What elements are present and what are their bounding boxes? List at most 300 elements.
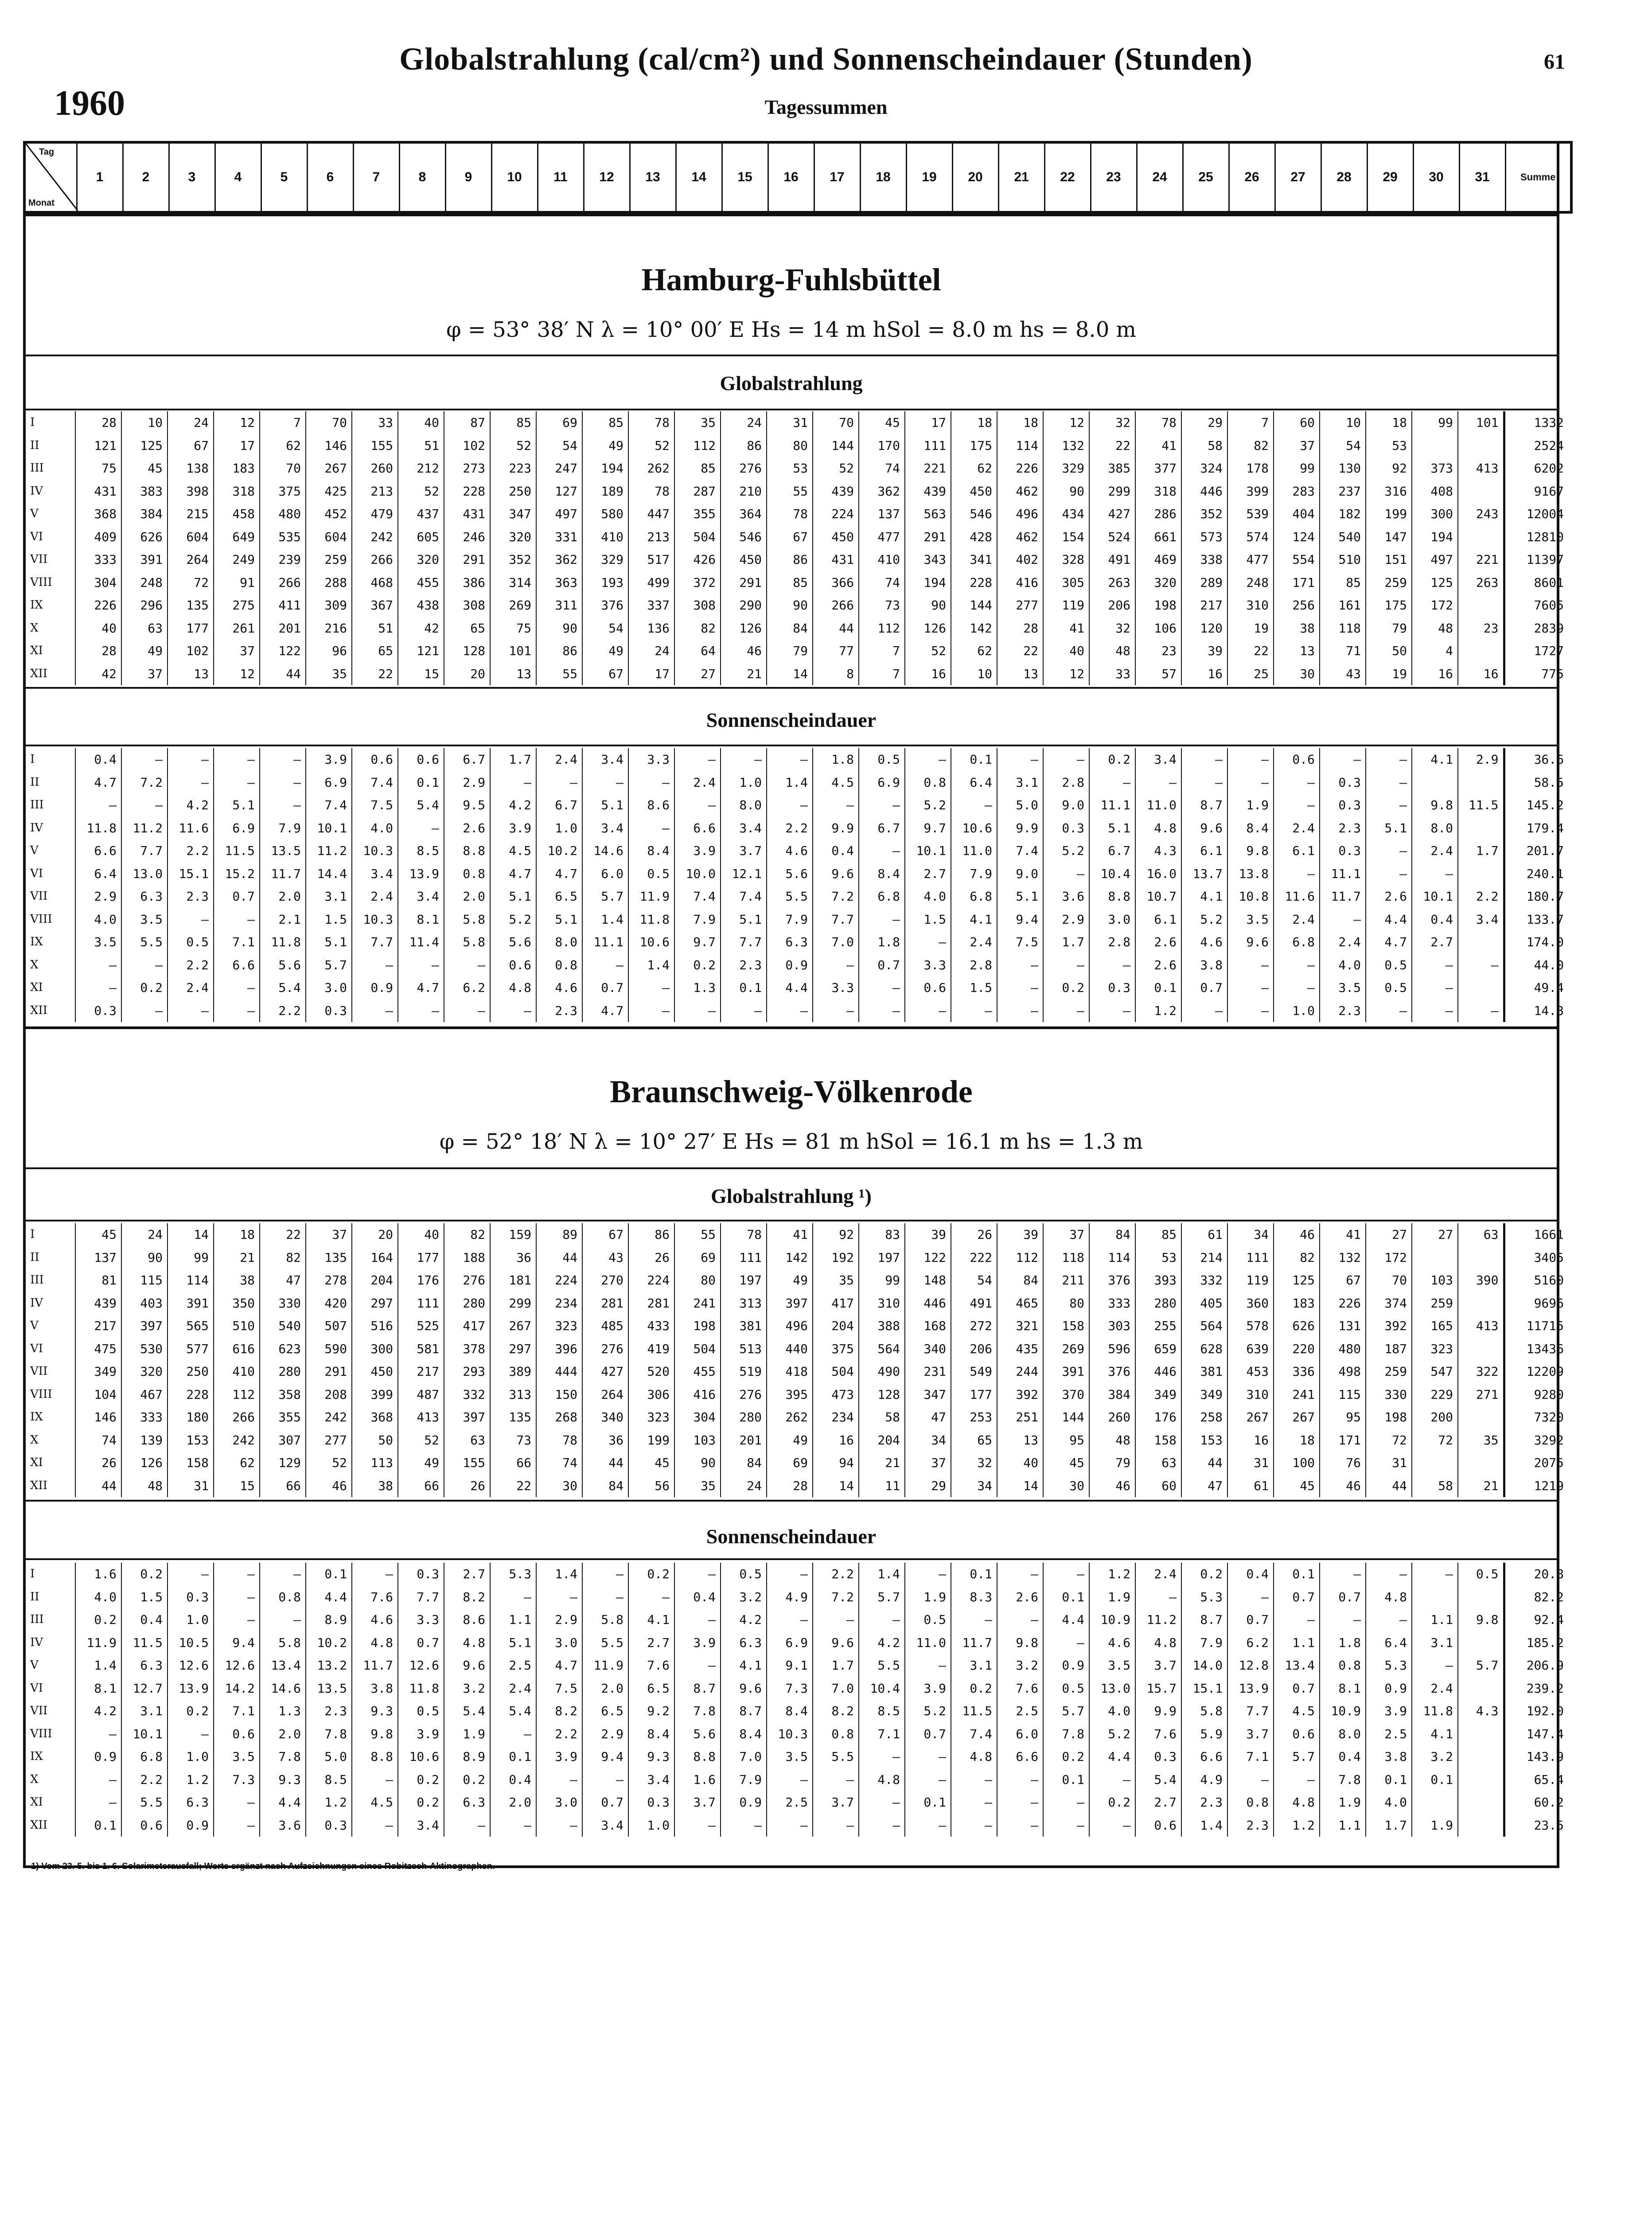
table-cell: 12.6	[398, 1654, 444, 1677]
table-cell: 3.2	[1412, 1745, 1458, 1768]
table-cell: 7.2	[813, 1586, 859, 1609]
table-cell: 217	[1181, 594, 1227, 617]
table-cell: 118	[1320, 617, 1366, 640]
table-cell: 14	[813, 1475, 859, 1498]
table-cell: 4.8	[444, 1631, 490, 1654]
table-cell: –	[1366, 748, 1412, 771]
table-row	[26, 548, 1570, 571]
table-cell: 368	[75, 503, 121, 526]
table-cell: 41	[1135, 434, 1181, 457]
table-cell: 74	[859, 571, 905, 594]
table-cell: 7.9	[260, 817, 306, 840]
day-header: 10	[491, 142, 538, 212]
table-cell: 220	[1274, 1338, 1320, 1361]
table-cell: 31	[1227, 1451, 1274, 1475]
table-cell: 0.2	[1181, 1563, 1227, 1586]
sum-cell: 239.2	[1504, 1677, 1570, 1700]
table-cell: –	[1412, 999, 1458, 1022]
table-cell: 0.8	[536, 954, 582, 977]
table-cell: 28	[75, 640, 121, 663]
table-cell: 375	[813, 1338, 859, 1361]
table-cell: 231	[905, 1360, 951, 1383]
table-cell: 194	[905, 571, 951, 594]
day-header: 5	[261, 142, 307, 212]
table-cell: 4.8	[352, 1631, 398, 1654]
table-row	[26, 1383, 1570, 1406]
section-title: Globalstrahlung	[720, 372, 863, 394]
table-cell: 283	[1274, 480, 1320, 503]
table-cell: 67	[582, 1223, 628, 1246]
table-cell: 5.7	[1043, 1700, 1089, 1723]
day-header: 9	[445, 142, 491, 212]
table-cell: 8.4	[721, 1723, 767, 1746]
table-cell: 1.8	[813, 748, 859, 771]
table-cell: 8.1	[398, 908, 444, 931]
table-cell: 4.2	[859, 1631, 905, 1654]
month-label: X	[30, 1772, 39, 1786]
table-cell: 0.9	[721, 1791, 767, 1814]
table-cell: 6.8	[121, 1745, 168, 1768]
table-cell: 358	[260, 1383, 306, 1406]
table-cell: 0.5	[721, 1563, 767, 1586]
table-cell: 3.1	[121, 1700, 168, 1723]
table-cell: 467	[121, 1383, 168, 1406]
table-cell: 450	[352, 1360, 398, 1383]
table-cell: –	[859, 1791, 905, 1814]
table-cell: 0.4	[813, 839, 859, 862]
table-cell: 8.0	[1412, 817, 1458, 840]
table-cell: 428	[951, 526, 997, 549]
table-cell: 410	[859, 548, 905, 571]
table-cell: 507	[306, 1315, 352, 1338]
table-cell: –	[214, 771, 260, 794]
table-cell: –	[997, 1791, 1043, 1814]
table-cell: 7.5	[536, 1677, 582, 1700]
table-cell: 1.1	[1320, 1814, 1366, 1837]
table-cell: 30	[1274, 663, 1320, 686]
month-label: VII	[30, 1365, 48, 1378]
table-cell: 2.7	[444, 1563, 490, 1586]
table-cell: 11.6	[168, 817, 214, 840]
table-cell: 0.5	[1366, 976, 1412, 999]
month-label: IX	[30, 935, 43, 948]
table-cell: 13.9	[1227, 1677, 1274, 1700]
sum-cell: 60.2	[1504, 1791, 1570, 1814]
table-cell: 465	[997, 1292, 1043, 1315]
table-cell: 1.7	[1366, 1814, 1412, 1837]
table-cell: 9.5	[444, 794, 490, 817]
table-cell: 5.1	[536, 908, 582, 931]
table-row	[26, 1654, 1570, 1677]
table-cell: –	[1412, 976, 1458, 999]
table-cell: 217	[75, 1315, 121, 1338]
table-row	[26, 1269, 1570, 1292]
table-cell: 0.2	[1089, 1791, 1135, 1814]
table-cell: 85	[582, 411, 628, 434]
table-cell: 95	[1043, 1429, 1089, 1452]
table-cell: 7.6	[628, 1654, 674, 1677]
table-cell: 31	[767, 411, 813, 434]
sum-cell: 174.0	[1504, 931, 1570, 954]
table-cell: 388	[859, 1315, 905, 1338]
table-cell: 1.2	[306, 1791, 352, 1814]
table-cell: 164	[352, 1246, 398, 1269]
table-cell: 5.7	[1458, 1654, 1504, 1677]
table-row	[26, 411, 1570, 434]
table-cell: 1.3	[674, 976, 721, 999]
table-cell: 452	[306, 503, 352, 526]
table-cell: 223	[490, 457, 536, 480]
table-row	[26, 434, 1570, 457]
table-cell: 119	[1227, 1269, 1274, 1292]
table-cell: 5.1	[582, 794, 628, 817]
table-cell: 8.0	[536, 931, 582, 954]
table-cell: –	[168, 908, 214, 931]
corner-label-tag: Tag	[39, 147, 55, 157]
table-cell: 497	[1412, 548, 1458, 571]
table-cell: 40	[997, 1451, 1043, 1475]
table-cell: 129	[260, 1451, 306, 1475]
month-label: III	[30, 798, 44, 811]
table-cell: 84	[721, 1451, 767, 1475]
table-cell: 324	[1181, 457, 1227, 480]
table-cell: 28	[75, 411, 121, 434]
table-cell: 12.1	[721, 862, 767, 886]
table-cell: 391	[168, 1292, 214, 1315]
table-cell: 513	[721, 1338, 767, 1361]
table-cell: 363	[536, 571, 582, 594]
table-cell: 0.1	[951, 1563, 997, 1586]
table-cell: 90	[536, 617, 582, 640]
table-cell: 3.8	[352, 1677, 398, 1700]
table-cell: 10.6	[951, 817, 997, 840]
table-cell: 6.9	[306, 771, 352, 794]
table-cell: 289	[1181, 571, 1227, 594]
table-cell: –	[490, 771, 536, 794]
section-title: Sonnenscheindauer	[706, 1525, 877, 1548]
table-cell: 0.3	[1320, 771, 1366, 794]
table-cell: 4.7	[490, 862, 536, 886]
table-cell: 44	[1181, 1451, 1227, 1475]
table-cell: 5.7	[1274, 1745, 1320, 1768]
table-cell: –	[490, 1814, 536, 1837]
table-cell: 321	[997, 1315, 1043, 1338]
table-cell: 299	[490, 1292, 536, 1315]
table-cell: 18	[997, 411, 1043, 434]
table-cell: 320	[121, 1360, 168, 1383]
sum-cell: 143.9	[1504, 1745, 1570, 1768]
table-cell: 281	[628, 1292, 674, 1315]
table-cell: 490	[859, 1360, 905, 1383]
table-cell: 7.1	[859, 1723, 905, 1746]
table-cell: 7.0	[721, 1745, 767, 1768]
day-header: 16	[768, 142, 814, 212]
table-cell: 37	[306, 1223, 352, 1246]
table-cell: –	[905, 1745, 951, 1768]
table-cell: 504	[813, 1360, 859, 1383]
table-row	[26, 1631, 1570, 1654]
table-cell: 47	[1181, 1475, 1227, 1498]
table-row	[26, 571, 1570, 594]
table-cell: 46	[1274, 1223, 1320, 1246]
table-cell: 1.2	[1135, 999, 1181, 1022]
table-cell: 291	[905, 526, 951, 549]
table-cell: 496	[997, 503, 1043, 526]
table-cell: 40	[75, 617, 121, 640]
table-cell: 6.5	[582, 1700, 628, 1723]
table-cell: 199	[1366, 503, 1412, 526]
table-cell: –	[260, 748, 306, 771]
sum-cell: 82.2	[1504, 1586, 1570, 1609]
table-cell: 13.7	[1181, 862, 1227, 886]
table-cell: 90	[905, 594, 951, 617]
table-cell: 4.7	[1366, 931, 1412, 954]
table-cell: 1.8	[1320, 1631, 1366, 1654]
table-cell: 264	[168, 548, 214, 571]
table-cell: –	[628, 999, 674, 1022]
table-cell: 5.1	[1366, 817, 1412, 840]
table-cell: 229	[1412, 1383, 1458, 1406]
month-label: IV	[30, 1296, 43, 1310]
table-cell: 8.8	[1089, 885, 1135, 908]
table-cell: 172	[1412, 594, 1458, 617]
table-cell: 1.7	[1458, 839, 1504, 862]
month-label: III	[30, 461, 44, 475]
table-cell: 90	[1043, 480, 1089, 503]
table-cell: 3.0	[536, 1631, 582, 1654]
table-cell: 410	[582, 526, 628, 549]
table-cell: 155	[444, 1451, 490, 1475]
table-cell: 439	[75, 1292, 121, 1315]
table-cell: 9.4	[582, 1745, 628, 1768]
table-cell: –	[1227, 999, 1274, 1022]
table-cell	[1458, 1745, 1504, 1768]
table-cell	[1458, 1338, 1504, 1361]
table-cell: 48	[121, 1475, 168, 1498]
table-cell: 0.6	[352, 748, 398, 771]
table-cell: –	[1227, 1768, 1274, 1791]
table-cell: 384	[121, 503, 168, 526]
table-cell: 1.5	[306, 908, 352, 931]
table-cell: 45	[75, 1223, 121, 1246]
table-cell: 0.7	[398, 1631, 444, 1654]
table-cell: 5.0	[997, 794, 1043, 817]
table-cell: 2.0	[260, 885, 306, 908]
table-cell: 48	[1089, 1429, 1135, 1452]
table-row	[26, 1745, 1570, 1768]
table-cell: 2.9	[582, 1723, 628, 1746]
table-cell: 268	[536, 1406, 582, 1429]
table-cell: 22	[260, 1223, 306, 1246]
table-cell: –	[168, 771, 214, 794]
table-cell: 0.8	[444, 862, 490, 886]
table-cell: 5.4	[444, 1700, 490, 1723]
table-cell: 318	[214, 480, 260, 503]
table-cell: 546	[951, 503, 997, 526]
table-cell: 6.2	[1227, 1631, 1274, 1654]
table-cell: 197	[859, 1246, 905, 1269]
table-cell: 51	[398, 434, 444, 457]
table-cell: 350	[214, 1292, 260, 1315]
month-label: VIII	[30, 912, 52, 926]
table-cell: –	[1366, 862, 1412, 886]
table-cell: –	[1274, 794, 1320, 817]
table-cell: 259	[1412, 1292, 1458, 1315]
table-cell: 188	[444, 1246, 490, 1269]
table-cell: 79	[1366, 617, 1412, 640]
table-cell: 1.4	[859, 1563, 905, 1586]
table-cell: 51	[352, 617, 398, 640]
month-label: XI	[30, 1795, 43, 1809]
table-cell: –	[813, 1768, 859, 1791]
table-cell: 0.1	[1412, 1768, 1458, 1791]
table-cell: 7.1	[1227, 1745, 1274, 1768]
table-cell: 16	[1412, 663, 1458, 686]
table-row	[26, 457, 1570, 480]
table-cell: 21	[859, 1451, 905, 1475]
table-cell: 2.3	[306, 1700, 352, 1723]
table-cell: 316	[1366, 480, 1412, 503]
table-cell: 1.2	[1089, 1563, 1135, 1586]
table-cell: 14	[168, 1223, 214, 1246]
table-row	[26, 1406, 1570, 1429]
table-cell: 0.2	[121, 1563, 168, 1586]
table-cell: 291	[444, 548, 490, 571]
table-cell: 65	[444, 617, 490, 640]
table-cell: 18	[951, 411, 997, 434]
table-cell: 5.1	[214, 794, 260, 817]
table-cell: 76	[1320, 1451, 1366, 1475]
table-cell: 44	[75, 1475, 121, 1498]
table-cell: 360	[1227, 1292, 1274, 1315]
table-cell: 4.0	[1366, 1791, 1412, 1814]
month-label: X	[30, 621, 39, 635]
table-cell: –	[1227, 954, 1274, 977]
table-cell: 504	[674, 1338, 721, 1361]
table-cell: 138	[168, 457, 214, 480]
table-cell: –	[1274, 862, 1320, 886]
table-cell: 458	[214, 503, 260, 526]
table-cell: 5.5	[767, 885, 813, 908]
table-cell: 6.4	[75, 862, 121, 886]
table-cell: 0.2	[1043, 976, 1089, 999]
table-cell: 5.7	[306, 954, 352, 977]
table-cell: 4.9	[1181, 1768, 1227, 1791]
table-cell: 228	[951, 571, 997, 594]
table-cell: –	[1366, 794, 1412, 817]
table-cell: 2.2	[767, 817, 813, 840]
table-cell: 74	[536, 1451, 582, 1475]
sum-cell: 12209	[1504, 1360, 1570, 1383]
table-cell	[1412, 1246, 1458, 1269]
sum-cell: 1661	[1504, 1223, 1570, 1246]
table-cell: 276	[721, 457, 767, 480]
table-cell: –	[813, 1608, 859, 1631]
table-cell: –	[168, 1563, 214, 1586]
table-cell: 6.1	[1274, 839, 1320, 862]
table-cell: –	[674, 1654, 721, 1677]
table-cell: 131	[1320, 1315, 1366, 1338]
table-cell: 11.0	[905, 1631, 951, 1654]
table-row	[26, 908, 1570, 931]
table-cell: 142	[767, 1246, 813, 1269]
table-cell: 596	[1089, 1338, 1135, 1361]
table-cell: 446	[1135, 1360, 1181, 1383]
table-cell: 192	[813, 1246, 859, 1269]
table-cell: 215	[168, 503, 214, 526]
month-label: VI	[30, 1681, 43, 1695]
table-row	[26, 1246, 1570, 1269]
table-cell: 386	[444, 571, 490, 594]
table-cell: 2.4	[1412, 839, 1458, 862]
table-cell: 381	[1181, 1360, 1227, 1383]
table-cell: 15	[214, 1475, 260, 1498]
table-cell: 4.8	[1274, 1791, 1320, 1814]
table-cell: 10.9	[1320, 1700, 1366, 1723]
table-cell: 7	[1227, 411, 1274, 434]
day-header: 30	[1413, 142, 1459, 212]
table-cell: 4.6	[767, 839, 813, 862]
table-cell: 66	[398, 1475, 444, 1498]
month-label: V	[30, 507, 39, 520]
table-cell: 1.7	[1043, 931, 1089, 954]
table-cell: 52	[398, 1429, 444, 1452]
table-cell: 121	[75, 434, 121, 457]
table-row	[26, 771, 1570, 794]
table-cell: 331	[536, 526, 582, 549]
table-cell: 15.2	[214, 862, 260, 886]
day-header: 13	[630, 142, 676, 212]
table-cell: 30	[1043, 1475, 1089, 1498]
table-cell: 58	[859, 1406, 905, 1429]
table-cell: 69	[674, 1246, 721, 1269]
table-cell: 2.8	[951, 954, 997, 977]
table-row	[26, 1292, 1570, 1315]
table-cell: 112	[214, 1383, 260, 1406]
table-cell: 1.2	[1274, 1814, 1320, 1837]
table-cell: –	[1043, 1563, 1089, 1586]
table-cell: 57	[1135, 663, 1181, 686]
table-cell: 37	[121, 663, 168, 686]
table-cell: 280	[721, 1406, 767, 1429]
table-cell: 3.8	[1366, 1745, 1412, 1768]
table-cell: –	[767, 1768, 813, 1791]
sum-cell: 1727	[1504, 640, 1570, 663]
table-cell: 9.7	[905, 817, 951, 840]
table-cell: 2.6	[444, 817, 490, 840]
table-cell: 241	[674, 1292, 721, 1315]
table-cell: –	[168, 999, 214, 1022]
table-cell: 53	[767, 457, 813, 480]
table-cell: 177	[398, 1246, 444, 1269]
table-cell: 8.3	[951, 1586, 997, 1609]
table-cell	[1412, 1791, 1458, 1814]
table-cell: 40	[398, 411, 444, 434]
table-cell: 42	[75, 663, 121, 686]
table-cell: 0.7	[1320, 1586, 1366, 1609]
table-cell: 303	[1089, 1315, 1135, 1338]
table-cell: 45	[1043, 1451, 1089, 1475]
table-cell: 8.4	[1227, 817, 1274, 840]
table-cell: 4.3	[1135, 839, 1181, 862]
table-cell: 473	[813, 1383, 859, 1406]
table-cell: 47	[260, 1269, 306, 1292]
table-cell: 66	[260, 1475, 306, 1498]
table-cell: 11.5	[951, 1700, 997, 1723]
table-cell: 63	[1458, 1223, 1504, 1246]
table-cell: 0.3	[1135, 1745, 1181, 1768]
table-cell: 54	[582, 617, 628, 640]
